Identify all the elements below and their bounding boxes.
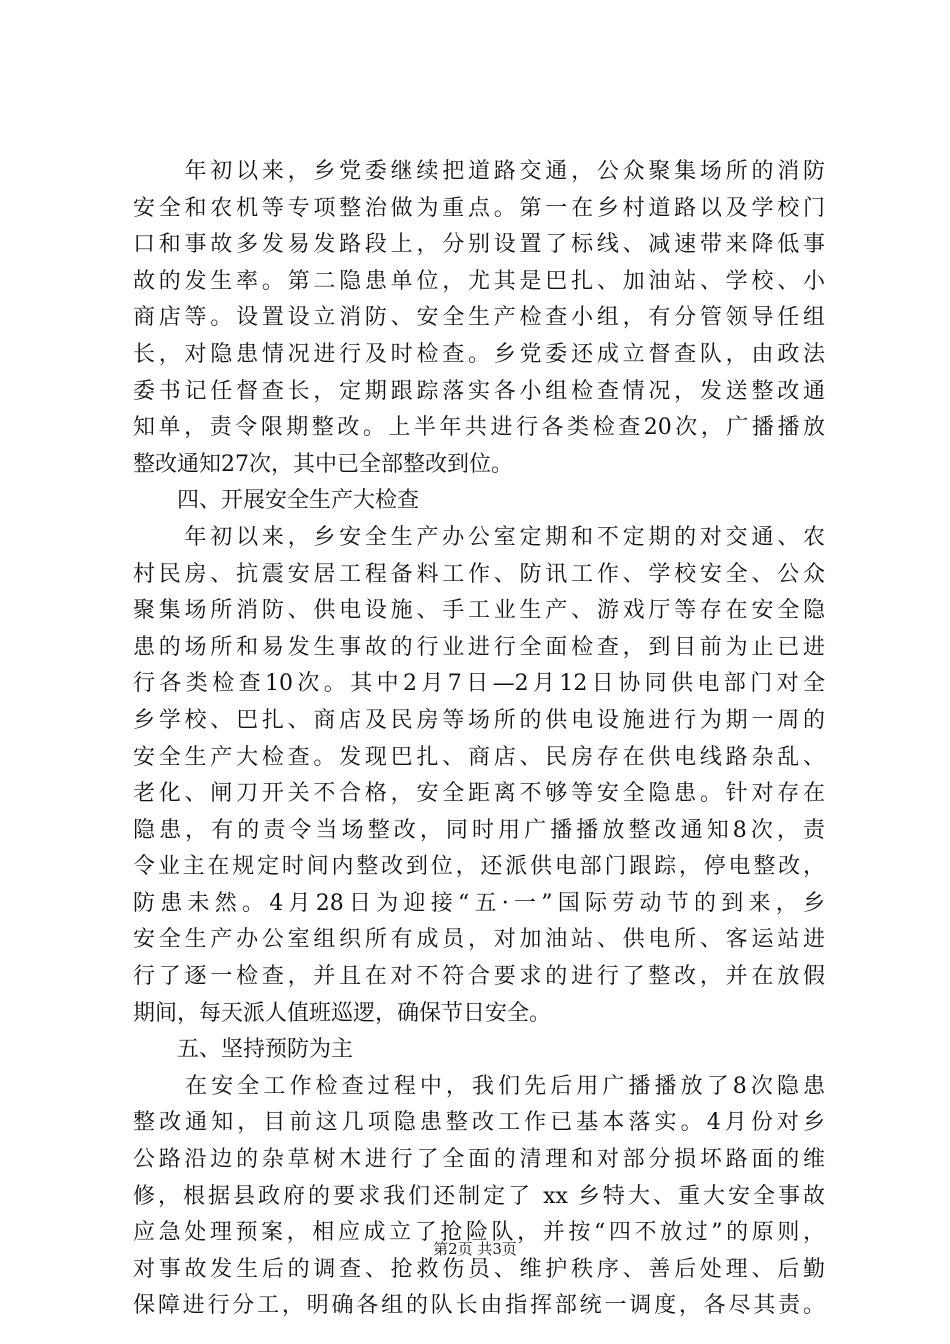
text-line: 患的场所和易发生事故的行业进行全面检查，到目前为止已进 — [133, 634, 825, 660]
text-line: 乡学校、巴扎、商店及民房等场所的供电设施进行为期一周的 — [133, 707, 825, 733]
text-line: 口和事故多发易发路段上，分别设置了标线、减速带来降低事 — [133, 232, 825, 258]
text-line: 知单，责令限期整改。上半年共进行各类检查20次，广播播放 — [133, 415, 825, 441]
text-line: 对事故发生后的调查、抢救伤员、维护秩序、善后处理、后勤 — [133, 1256, 825, 1282]
text-line: 委书记任督查长，定期跟踪落实各小组检查情况，发送整改通 — [133, 378, 825, 404]
text-line: 老化、闸刀开关不合格，安全距离不够等安全隐患。针对存在 — [133, 781, 825, 807]
text-line: 安全和农机等专项整治做为重点。第一在乡村道路以及学校门 — [133, 195, 825, 221]
text-line: 在安全工作检查过程中，我们先后用广播播放了8次隐患 — [133, 1073, 825, 1099]
text-line: 故的发生率。第二隐患单位，尤其是巴扎、加油站、学校、小 — [133, 268, 825, 294]
text-line: 令业主在规定时间内整改到位，还派供电部门跟踪，停电整改， — [133, 854, 825, 880]
text-line: 应急处理预案，相应成立了抢险队，并按“四不放过”的原则， — [133, 1220, 825, 1246]
section-heading: 五、坚持预防为主 — [133, 1037, 354, 1063]
text-line: 商店等。设置设立消防、安全生产检查小组，有分管领导任组 — [133, 305, 825, 331]
text-line: 整改通知，目前这几项隐患整改工作已基本落实。4月份对乡 — [133, 1110, 825, 1136]
document-body — [133, 154, 825, 1325]
text-line: 整改通知27次，其中已全部整改到位。 — [133, 451, 513, 477]
page-footer: 第2页 共3页 — [433, 1240, 517, 1258]
text-line: 聚集场所消防、供电设施、手工业生产、游戏厅等存在安全隐 — [133, 598, 825, 624]
text-line: 隐患，有的责令当场整改，同时用广播播放整改通知8次，责 — [133, 817, 825, 843]
text-line: 行了逐一检查，并且在对不符合要求的进行了整改，并在放假 — [133, 964, 825, 990]
text-line: 村民房、抗震安居工程备料工作、防讯工作、学校安全、公众 — [133, 561, 825, 587]
section-heading: 四、开展安全生产大检查 — [133, 488, 420, 514]
text-line: 年初以来，乡党委继续把道路交通，公众聚集场所的消防 — [133, 159, 825, 184]
text-line: 防患未然。4月28日为迎接“五·一”国际劳动节的到来，乡 — [133, 890, 825, 916]
text-line: 行各类检查10次。其中2月7日—2月12日协同供电部门对全 — [133, 671, 825, 697]
text-line: 修，根据县政府的要求我们还制定了 xx 乡特大、重大安全事故 — [133, 1183, 825, 1209]
text-line: 保障进行分工，明确各组的队长由指挥部统一调度，各尽其责。 — [133, 1293, 825, 1319]
text-line: 安全生产办公室组织所有成员，对加油站、供电所、客运站进 — [133, 927, 825, 953]
text-line: 年初以来，乡安全生产办公室定期和不定期的对交通、农 — [133, 524, 825, 550]
text-line: 期间，每天派人值班巡逻，确保节日安全。 — [133, 1000, 552, 1026]
text-line: 公路沿边的杂草树木进行了全面的清理和对部分损坏路面的维 — [133, 1147, 825, 1173]
text-line: 长，对隐患情况进行及时检查。乡党委还成立督查队，由政法 — [133, 341, 825, 367]
text-line: 安全生产大检查。发现巴扎、商店、民房存在供电线路杂乱、 — [133, 744, 825, 770]
